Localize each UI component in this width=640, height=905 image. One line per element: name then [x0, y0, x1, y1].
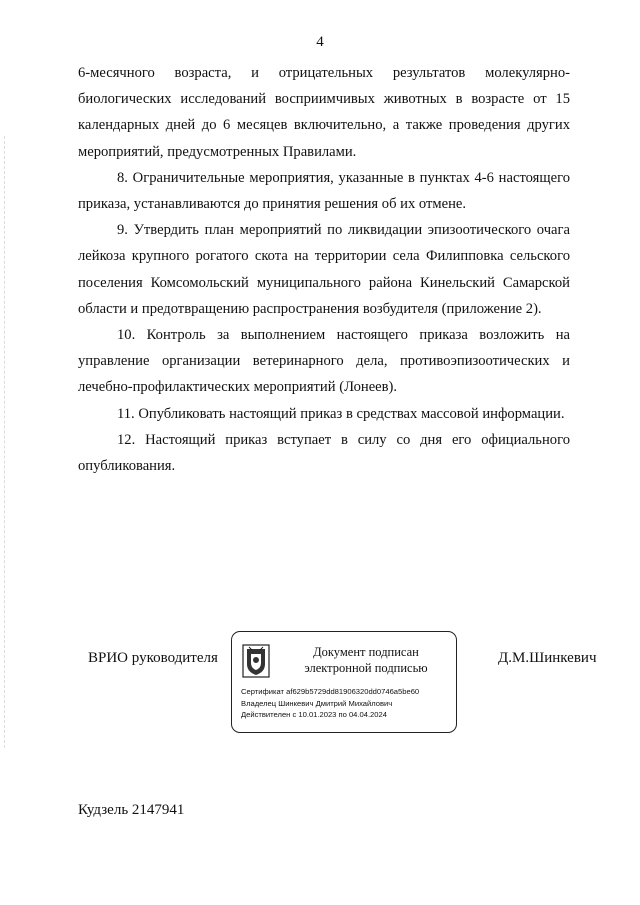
paragraph-item-9: 9. Утвердить план мероприятий по ликвидации эпизоотического очага лейкоза крупного рогатого скота на территории села Филипповка сельского поселения Комсомольский муниципального района Кинельский Самарской области и предотвращению распространения возбудителя (приложение 2).: [78, 222, 570, 317]
paragraph-item-10: 10. Контроль за выполнением настоящего приказа возложить на управление организации ветеринарного дела, противоэпизоотических и лечебно-профилактических мероприятий (Лонеев).: [78, 327, 570, 396]
stamp-details: [241, 686, 419, 721]
scan-edge-mark: [4, 136, 7, 748]
page-number: 4: [316, 34, 324, 50]
stamp-line-1: Документ подписан: [313, 645, 419, 659]
paragraph-item-8: 8. Ограничительные мероприятия, указанные в пунктах 4-6 настоящего приказа, устанавливаются до принятия решения об их отмене.: [78, 169, 570, 213]
stamp-heading: [282, 644, 450, 676]
paragraph-item-11: 11. Опубликовать настоящий приказ в средствах массовой информации.: [117, 405, 565, 422]
stamp-certificate: Сертификат af629b5729dd81906320dd0746a5be60: [241, 687, 420, 696]
author-line: Кудзель 2147941: [78, 802, 185, 818]
stamp-validity: Действителен с 10.01.2023 по 04.04.2024: [241, 710, 387, 719]
electronic-signature-stamp: [231, 631, 457, 733]
coat-of-arms-icon: [242, 644, 270, 678]
signer-name: Д.М.Шинкевич: [498, 650, 597, 666]
stamp-owner: Владелец Шинкевич Дмитрий Михайлович: [241, 698, 393, 708]
paragraph-continuation: 6-месячного возраста, и отрицательных результатов молекулярно-биологических исследований восприимчивых животных в возрасте от 15 календарных дней до 6 месяцев включительно, а также проведения других мероприятий, предусмотренных Правилами.: [78, 65, 570, 160]
signer-title: ВРИО руководителя: [88, 650, 218, 666]
document-body: [78, 60, 570, 479]
stamp-line-2: электронной подписью: [304, 661, 428, 675]
paragraph-item-12: 12. Настоящий приказ вступает в силу со дня его официального опубликования.: [78, 431, 570, 475]
